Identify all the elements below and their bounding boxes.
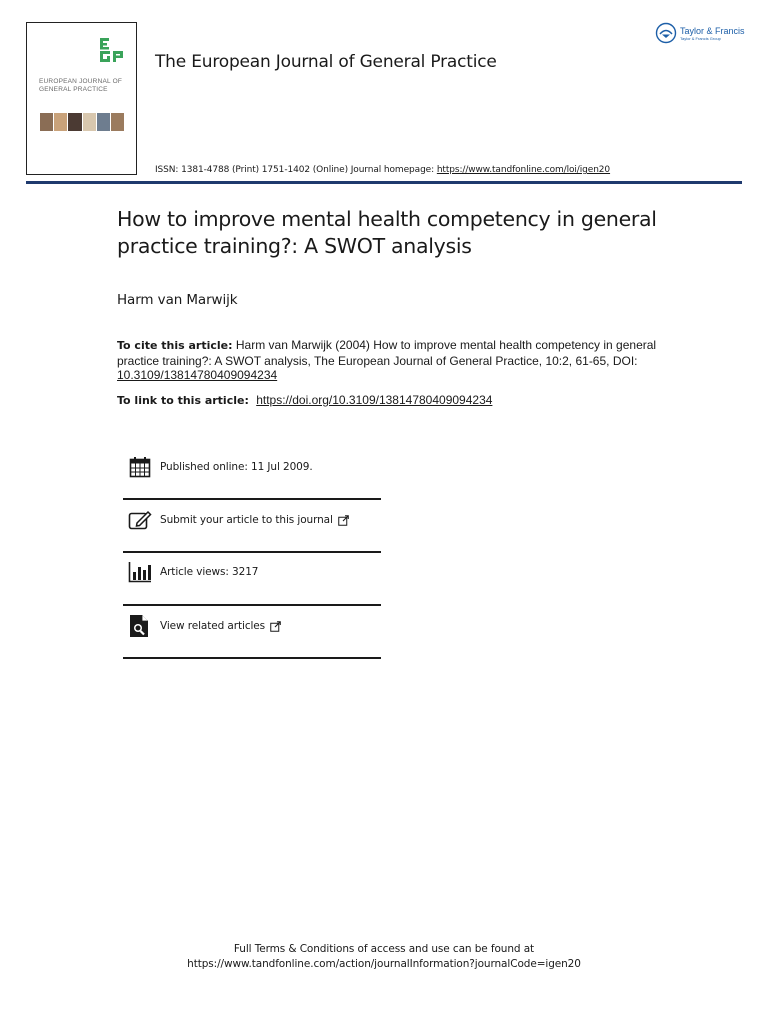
publisher-logo	[655, 22, 745, 44]
article-author: Harm van Marwijk	[117, 292, 238, 308]
footer-terms-link[interactable]: https://www.tandfonline.com/action/journalInformation?journalCode=igen20	[187, 957, 581, 970]
published-date: Published online: 11 Jul 2009.	[160, 461, 313, 473]
issn-text: ISSN: 1381-4788 (Print) 1751-1402 (Online) Journal homepage:	[155, 165, 435, 175]
cite-text: Harm van Marwijk (2004) How to improve mental health competency in general practice training?: A SWOT analysis, The European Journal of General Practice, 10:2, 61-65, DOI:	[117, 338, 657, 368]
bar-chart-icon	[127, 560, 153, 584]
cover-journal-name: EUROPEAN JOURNAL OF GENERAL PRACTICE	[39, 78, 123, 93]
cite-doi-link[interactable]: 10.3109/13814780409094234	[117, 368, 278, 382]
submit-article-link[interactable]: Submit your article to this journal	[160, 514, 333, 526]
issn-line	[155, 165, 610, 175]
cite-label: To cite this article:	[117, 339, 233, 352]
row-divider	[123, 498, 381, 500]
egp-logo-icon	[99, 37, 125, 63]
document-search-icon	[127, 614, 153, 638]
related-row[interactable]	[123, 614, 381, 638]
submit-row[interactable]	[123, 508, 381, 532]
publisher-sub: Taylor & Francis Group	[680, 35, 721, 41]
article-doi-link[interactable]: https://doi.org/10.3109/13814780409094234	[256, 393, 493, 407]
article-title: How to improve mental health competency in general practice training?: A SWOT analysis	[117, 207, 657, 258]
published-row	[123, 455, 381, 479]
row-divider	[123, 551, 381, 553]
external-link-icon	[270, 621, 281, 632]
external-link-icon	[338, 515, 349, 526]
cover-photos	[40, 113, 124, 131]
row-divider	[123, 657, 381, 659]
journal-homepage-link[interactable]: https://www.tandfonline.com/loi/igen20	[436, 165, 611, 175]
journal-cover	[26, 22, 137, 175]
footer-terms-text: Full Terms & Conditions of access and use can be found at	[233, 943, 535, 955]
publisher-name: Taylor & Francis	[680, 25, 745, 36]
footer	[0, 942, 768, 971]
views-row	[123, 560, 381, 584]
article-link-line	[117, 393, 677, 407]
journal-title: The European Journal of General Practice	[155, 52, 497, 72]
header-divider	[26, 181, 742, 184]
citation-block	[117, 338, 677, 383]
calendar-icon	[127, 455, 153, 479]
row-divider	[123, 604, 381, 606]
article-views: Article views: 3217	[160, 566, 259, 578]
link-label: To link to this article:	[117, 394, 249, 407]
related-articles-link[interactable]: View related articles	[160, 620, 266, 632]
taylor-francis-icon	[655, 22, 677, 44]
edit-icon	[127, 508, 153, 532]
